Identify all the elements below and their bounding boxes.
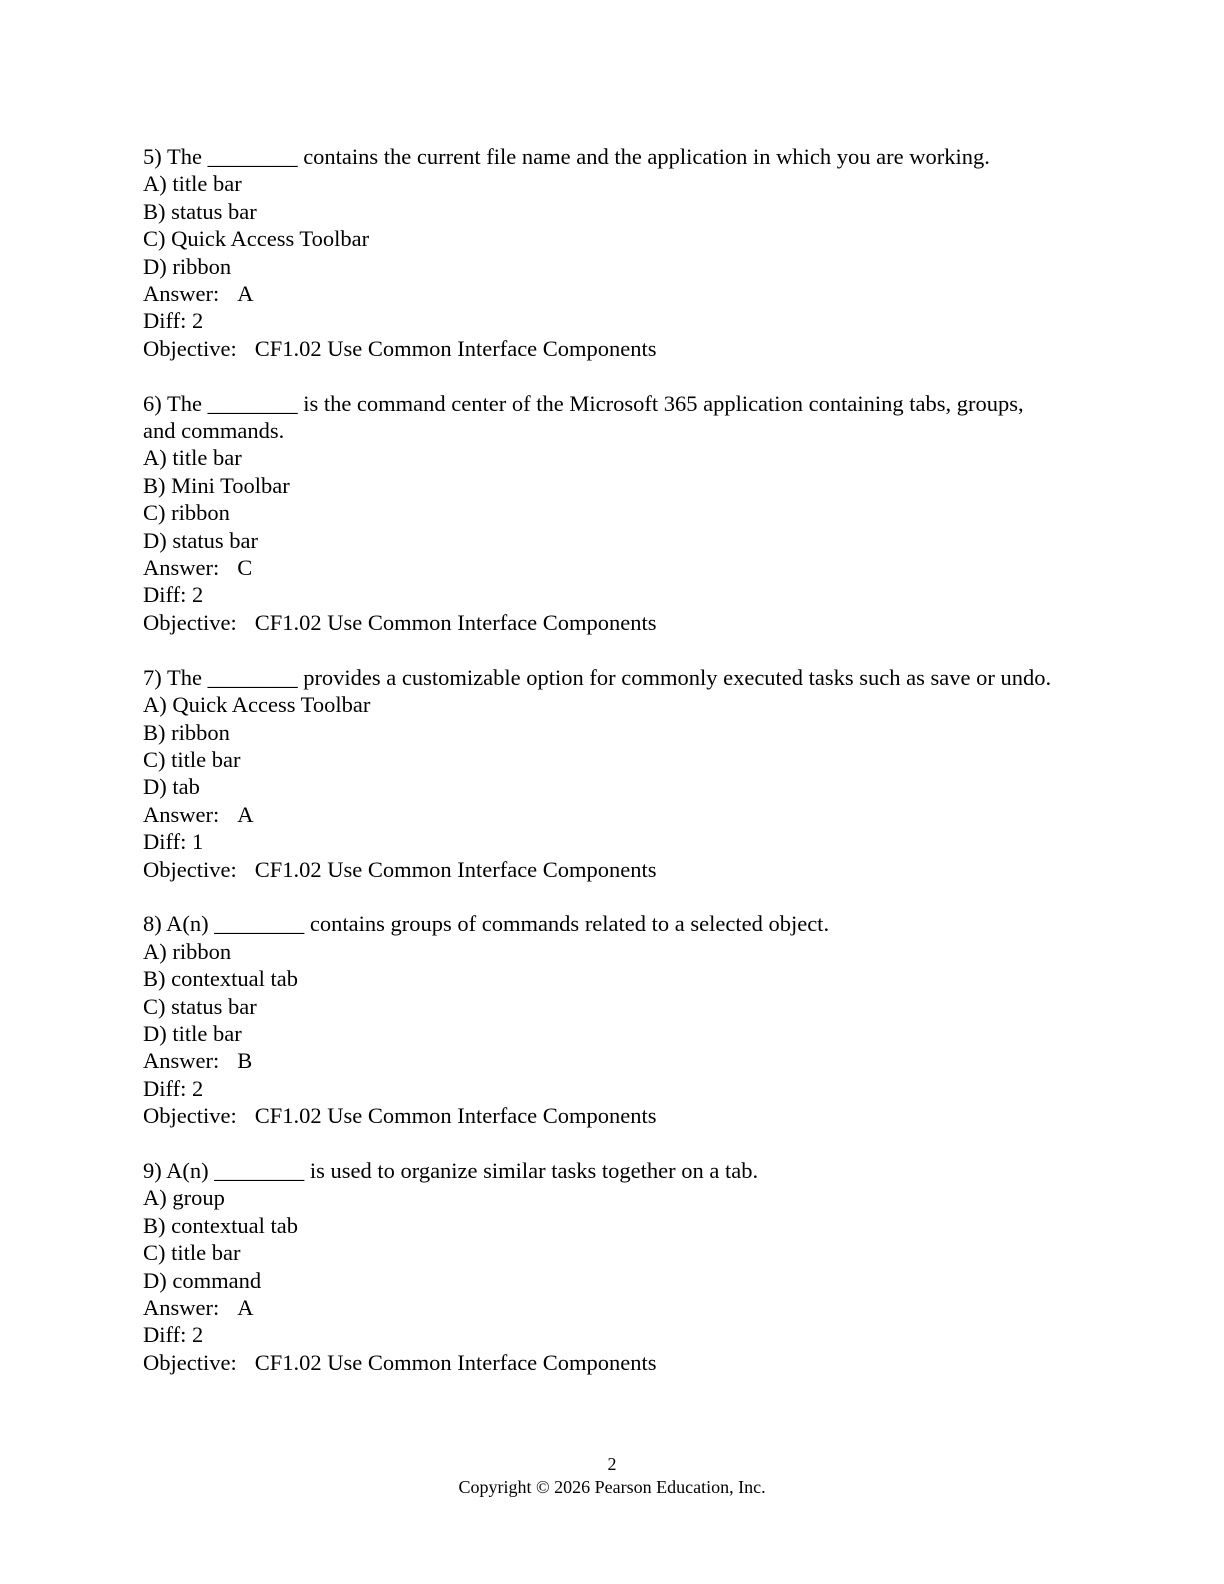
answer-line bbox=[143, 554, 1083, 581]
difficulty: Diff: 2 bbox=[143, 1075, 204, 1101]
answer-value: A bbox=[237, 801, 254, 827]
objective-label: Objective: bbox=[143, 609, 237, 635]
option-d: D) title bar bbox=[143, 1020, 242, 1046]
difficulty: Diff: 1 bbox=[143, 829, 204, 855]
answer-value: A bbox=[237, 1295, 254, 1320]
objective-label: Objective: bbox=[143, 335, 237, 361]
option-b: B) contextual tab bbox=[143, 1212, 298, 1238]
option-c: C) ribbon bbox=[143, 500, 230, 526]
question-text: 5) The ________ contains the current file name and the application in which you are working. bbox=[143, 144, 990, 169]
objective-line bbox=[143, 609, 1083, 636]
question-text: 9) A(n) ________ is used to organize similar tasks together on a tab. bbox=[143, 1157, 759, 1183]
objective-value: CF1.02 Use Common Interface Components bbox=[254, 1349, 657, 1375]
option-c: C) title bar bbox=[143, 746, 241, 772]
option-c: C) title bar bbox=[143, 1240, 241, 1266]
objective-value: CF1.02 Use Common Interface Components bbox=[254, 609, 657, 635]
option-a: A) Quick Access Toolbar bbox=[143, 692, 371, 718]
option-b: B) Mini Toolbar bbox=[143, 472, 290, 498]
question-9 bbox=[143, 1157, 1083, 1376]
question-text: 6) The ________ is the command center of the Microsoft 365 application containing tabs, groups, and commands. bbox=[143, 390, 1024, 444]
option-d: D) ribbon bbox=[143, 253, 232, 279]
objective-line bbox=[143, 1349, 1083, 1376]
page-number: 2 bbox=[607, 1454, 617, 1474]
answer-line bbox=[143, 1047, 1083, 1074]
objective-value: CF1.02 Use Common Interface Components bbox=[254, 1103, 657, 1129]
option-d: D) status bar bbox=[143, 527, 258, 553]
option-a: A) title bar bbox=[143, 171, 242, 197]
answer-value: A bbox=[237, 281, 254, 307]
objective-value: CF1.02 Use Common Interface Components bbox=[254, 856, 657, 882]
answer-value: C bbox=[237, 555, 253, 581]
question-list bbox=[143, 143, 1083, 1404]
question-7 bbox=[143, 664, 1083, 883]
option-a: A) title bar bbox=[143, 445, 242, 471]
objective-value: CF1.02 Use Common Interface Components bbox=[254, 335, 657, 361]
question-text: 7) The ________ provides a customizable option for commonly executed tasks such as save or undo. bbox=[143, 664, 1052, 690]
objective-label: Objective: bbox=[143, 1103, 237, 1129]
option-a: A) group bbox=[143, 1185, 225, 1211]
answer-label: Answer: bbox=[143, 281, 220, 307]
answer-line bbox=[143, 1294, 1083, 1321]
difficulty: Diff: 2 bbox=[143, 308, 204, 334]
question-text: 8) A(n) ________ contains groups of commands related to a selected object. bbox=[143, 911, 830, 937]
question-6 bbox=[143, 390, 1083, 637]
copyright-notice: Copyright © 2026 Pearson Education, Inc. bbox=[458, 1477, 766, 1497]
objective-line bbox=[143, 335, 1083, 362]
option-c: C) Quick Access Toolbar bbox=[143, 226, 370, 252]
answer-label: Answer: bbox=[143, 1048, 220, 1074]
answer-value: B bbox=[237, 1048, 253, 1074]
option-c: C) status bar bbox=[143, 993, 257, 1019]
objective-line bbox=[143, 856, 1083, 883]
option-d: D) command bbox=[143, 1267, 262, 1293]
option-b: B) status bar bbox=[143, 198, 257, 224]
answer-line bbox=[143, 280, 1083, 307]
option-d: D) tab bbox=[143, 774, 200, 800]
option-b: B) contextual tab bbox=[143, 966, 298, 992]
objective-label: Objective: bbox=[143, 856, 237, 882]
difficulty: Diff: 2 bbox=[143, 1322, 204, 1348]
answer-label: Answer: bbox=[143, 555, 220, 581]
objective-label: Objective: bbox=[143, 1349, 237, 1375]
answer-line bbox=[143, 801, 1083, 828]
answer-label: Answer: bbox=[143, 1295, 220, 1320]
answer-label: Answer: bbox=[143, 801, 220, 827]
objective-line bbox=[143, 1102, 1083, 1129]
option-a: A) ribbon bbox=[143, 938, 232, 964]
question-8 bbox=[143, 910, 1083, 1129]
option-b: B) ribbon bbox=[143, 719, 230, 745]
difficulty: Diff: 2 bbox=[143, 582, 204, 608]
question-5 bbox=[143, 143, 1083, 362]
